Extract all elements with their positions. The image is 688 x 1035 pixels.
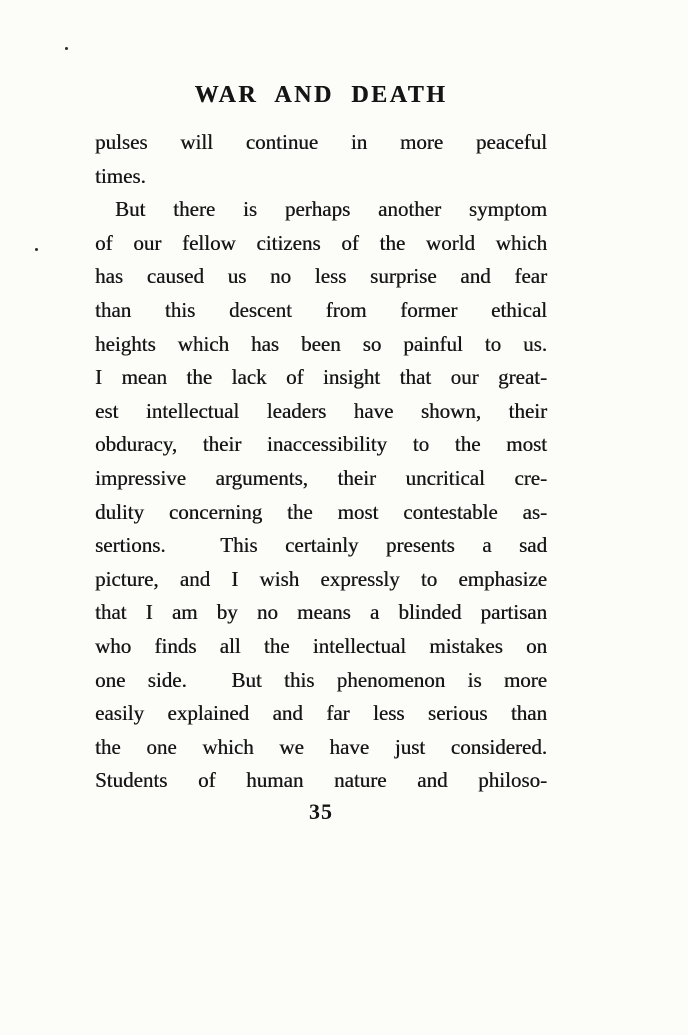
text-line: dulity concerning the most contestable as- — [95, 499, 547, 524]
text-line: picture, and I wish expressly to emphasize — [95, 566, 547, 591]
running-head-title: WAR AND DEATH — [194, 82, 448, 108]
text-line: the one which we have just considered. — [95, 734, 547, 759]
page-body — [95, 126, 547, 798]
scan-speck — [65, 47, 68, 50]
text-line: I mean the lack of insight that our great- — [95, 365, 547, 390]
text-line: heights which has been so painful to us. — [95, 331, 547, 356]
text-line: impressive arguments, their uncritical cre- — [95, 465, 547, 490]
text-line: easily explained and far less serious than — [95, 701, 547, 726]
page-number: 35 — [309, 799, 333, 824]
text-line: who finds all the intellectual mistakes on — [95, 633, 547, 658]
text-line: But there is perhaps another symptom — [115, 197, 547, 222]
text-line: Students of human nature and philoso- — [95, 768, 547, 793]
text-line: has caused us no less surprise and fear — [95, 264, 547, 289]
text-line: times. — [95, 163, 146, 188]
text-line: that I am by no means a blinded partisan — [95, 600, 547, 625]
text-line: obduracy, their inaccessibility to the most — [95, 432, 547, 457]
text-line: than this descent from former ethical — [95, 297, 547, 322]
text-line: pulses will continue in more peaceful — [95, 130, 547, 154]
text-line: one side. But this phenomenon is more — [95, 667, 547, 692]
scan-speck — [35, 248, 38, 251]
text-line: sertions. This certainly presents a sad — [95, 533, 547, 558]
text-line: of our fellow citizens of the world which — [95, 230, 547, 255]
text-line: est intellectual leaders have shown, their — [95, 398, 547, 423]
